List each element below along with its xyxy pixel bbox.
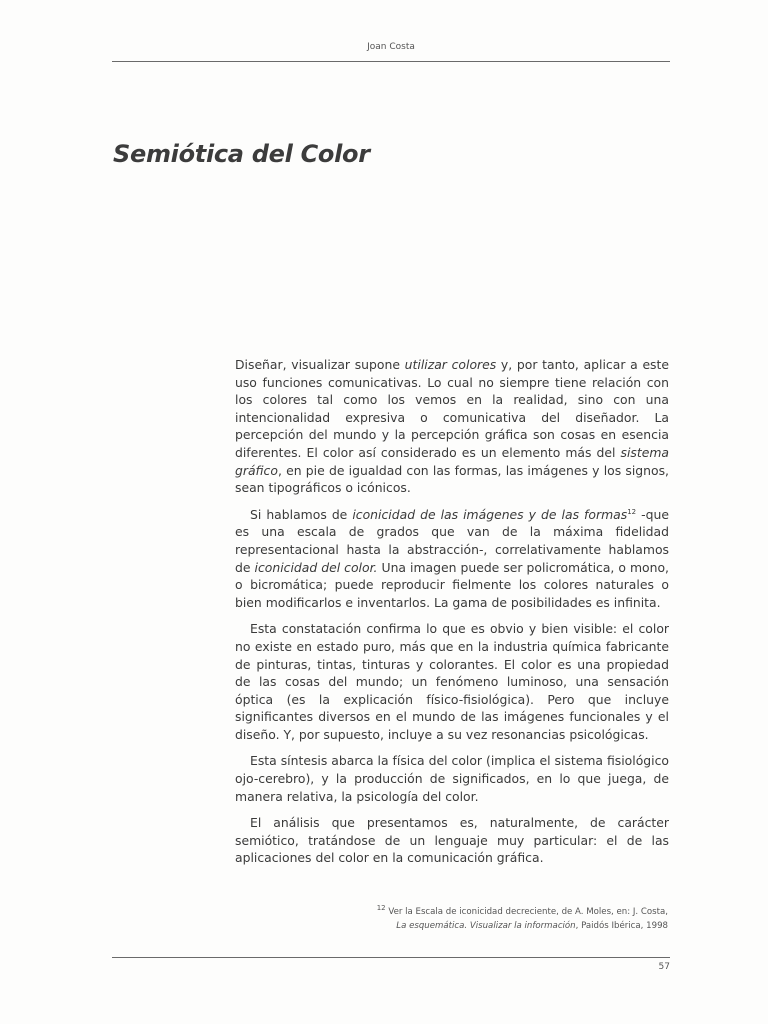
p1-emphasis-utilizar-colores: utilizar colores <box>404 357 497 372</box>
page-number: 57 <box>658 962 670 972</box>
footnote-book-title: La esquemática. Visualizar la información <box>396 921 576 931</box>
footnote-reference: 12 <box>627 507 637 516</box>
footnote-line-2 <box>300 919 668 933</box>
footnote <box>300 905 668 933</box>
p2-text-e: Una imagen puede ser policromática, o mono, o bicromática; puede reproducir fielmente los colores naturales o bien modificarlos e inventarlos. La gama de posibilidades es infinita. <box>235 559 669 610</box>
running-head: Joan Costa <box>367 42 415 52</box>
p1-text-e: , en pie de igualdad con las formas, las imágenes y los signos, sean tipográficos o icónicos. <box>235 462 669 496</box>
footnote-line-1 <box>300 905 668 919</box>
body-text <box>235 356 669 876</box>
p2-text-c: -que es una escala de grados que van de la máxima fidelidad representacional hasta la abstracción-, correlativamente hablamos de <box>235 506 669 575</box>
p2-emphasis-iconicidad-color: iconicidad del color. <box>254 559 378 575</box>
p2-text-a: Si hablamos de <box>250 506 353 522</box>
paragraph-1 <box>235 356 669 497</box>
p1-emphasis-sistema-grafico: sistema gráfico <box>235 444 669 478</box>
footnote-text-1: Ver la Escala de iconicidad decreciente, de A. Moles, en: J. Costa, <box>388 907 668 917</box>
chapter-title: Semiótica del Color <box>113 140 370 168</box>
footnote-number: 12 <box>376 904 386 913</box>
p1-text-c: y, por tanto, aplicar a este uso funciones comunicativas. Lo cual no siempre tiene relación con los colores tal como los vemos en la realidad, sino con una intencionalidad expresiva o comunicativa del diseñador. La percepción del mundo y la percepción gráfica son cosas en esencia diferentes. El color así considerado es un elemento más del <box>235 357 669 460</box>
p1-text-a: Diseñar, visualizar supone <box>235 357 405 372</box>
paragraph-4: Esta síntesis abarca la física del color (implica el sistema fisiológico ojo-cerebro), y la producción de significados, en lo que juega, de manera relativa, la psicología del color. <box>235 753 669 804</box>
paragraph-2 <box>235 506 669 612</box>
paragraph-3: Esta constatación confirma lo que es obvio y bien visible: el color no existe en estado puro, más que en la industria química fabricante de pinturas, tintas, tinturas y colorantes. El color es una propiedad de las cosas del mundo; un fenómeno luminoso, una sensación óptica (es la explicación físico-fisiológica). Pero que incluye significantes diversos en el mundo de las imágenes funcionales y el diseño. Y, por supuesto, incluye a su vez resonancias psicológicas. <box>235 621 669 742</box>
header-rule <box>112 61 670 62</box>
paragraph-5: El análisis que presentamos es, naturalmente, de carácter semiótico, tratándose de un lenguaje muy particular: el de las aplicaciones del color en la comunicación gráfica. <box>235 815 669 866</box>
p2-emphasis-iconicidad-imagenes: iconicidad de las imágenes y de las formas <box>352 506 628 522</box>
footnote-publisher: , Paidós Ibérica, 1998 <box>575 921 668 931</box>
footer-rule <box>112 957 670 958</box>
